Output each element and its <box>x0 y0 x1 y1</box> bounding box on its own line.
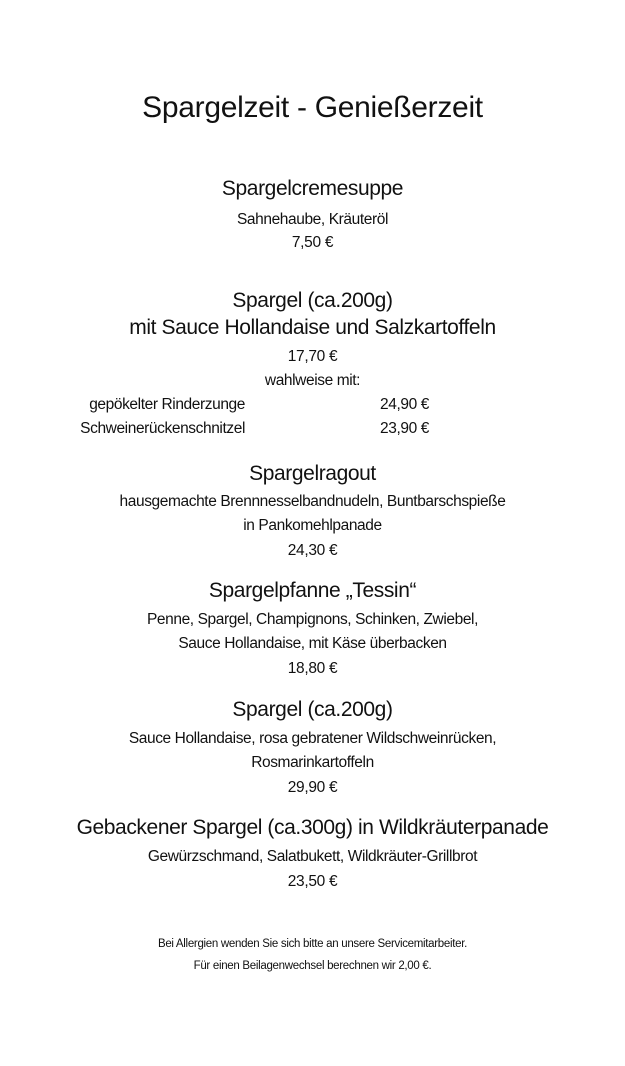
dish-name: Spargelpfanne „Tessin“ <box>208 579 417 602</box>
option-label: Schweinerückenschnitzel <box>80 420 245 437</box>
dish-description: Rosmarinkartoffeln <box>251 754 374 771</box>
dish-name: Spargel (ca.200g) <box>232 698 393 721</box>
dish-description: Sahnehaube, Kräuteröl <box>236 211 389 228</box>
dish-name: Spargelragout <box>249 462 376 485</box>
dish-price: 23,50 € <box>287 873 338 890</box>
dish-description: Gewürzschmand, Salatbukett, Wildkräuter-Grillbrot <box>147 848 478 865</box>
dish-description: hausgemachte Brennnesselbandnudeln, Buntbarschspieße <box>119 493 506 510</box>
menu-title: Spargelzeit - Genießerzeit <box>142 91 483 124</box>
dish-price: 24,30 € <box>287 542 338 559</box>
dish-price: 18,80 € <box>287 660 338 677</box>
option-label: gepökelter Rinderzunge <box>89 396 245 413</box>
dish-name: Spargel (ca.200g) <box>232 289 393 312</box>
dish-name-subtitle: mit Sauce Hollandaise und Salzkartoffeln <box>129 316 496 339</box>
dish-description: Penne, Spargel, Champignons, Schinken, Zwiebel, <box>146 611 479 628</box>
option-price: 23,90 € <box>380 420 429 437</box>
dish-name: Gebackener Spargel (ca.300g) in Wildkräuterpanade <box>76 816 549 839</box>
options-intro: wahlweise mit: <box>264 372 361 389</box>
dish-name: Spargelcremesuppe <box>221 177 404 200</box>
dish-description: in Pankomehlpanade <box>243 517 382 534</box>
side-swap-note: Für einen Beilagenwechsel berechnen wir 2,00 €. <box>193 960 432 972</box>
dish-price: 29,90 € <box>287 779 338 796</box>
allergy-note: Bei Allergien wenden Sie sich bitte an unsere Servicemitarbeiter. <box>157 938 468 950</box>
dish-description: Sauce Hollandaise, rosa gebratener Wildschweinrücken, <box>128 730 497 747</box>
option-price: 24,90 € <box>380 396 429 413</box>
dish-price: 7,50 € <box>291 234 334 251</box>
dish-price: 17,70 € <box>287 348 338 365</box>
dish-description: Sauce Hollandaise, mit Käse überbacken <box>178 635 447 652</box>
